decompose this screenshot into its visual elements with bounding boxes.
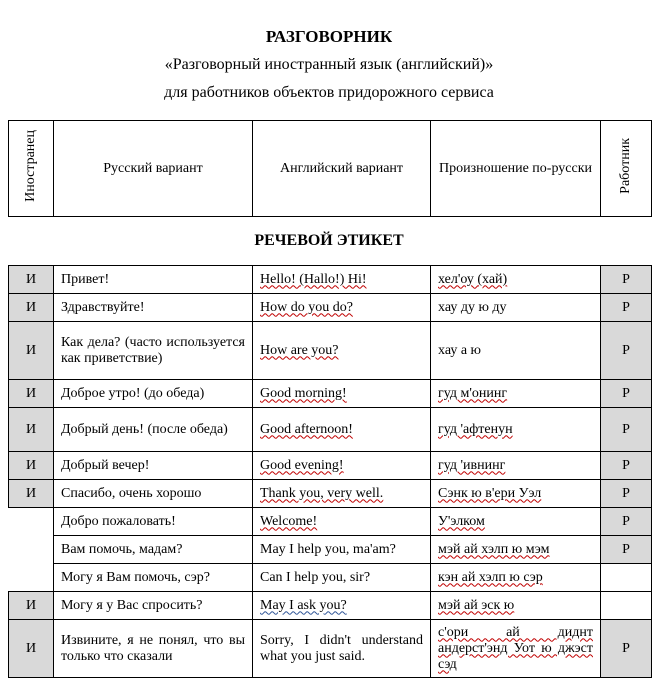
header-worker: Работник xyxy=(601,121,652,217)
table-row xyxy=(9,620,652,678)
pronunciation: хау а ю xyxy=(431,322,601,380)
worker-mark: Р xyxy=(601,408,652,452)
foreigner-mark xyxy=(9,536,54,564)
worker-mark: Р xyxy=(601,266,652,294)
english-phrase: Thank you, very well. xyxy=(253,480,431,508)
russian-phrase: Спасибо, очень хорошо xyxy=(54,480,253,508)
document-subtitle-1: «Разговорный иностранный язык (английский)» xyxy=(164,56,494,73)
foreigner-mark xyxy=(9,564,54,592)
table-row xyxy=(9,564,652,592)
english-phrase: Good evening! xyxy=(253,452,431,480)
header-row xyxy=(9,121,652,217)
header-russian: Русский вариант xyxy=(54,121,253,217)
worker-mark xyxy=(601,592,652,620)
english-phrase: Good morning! xyxy=(253,380,431,408)
foreigner-mark: И xyxy=(9,322,54,380)
document-subtitle-2: для работников объектов придорожного сервиса xyxy=(164,84,494,101)
worker-mark: Р xyxy=(601,294,652,322)
pronunciation: хел'оу (хай) xyxy=(431,266,601,294)
worker-mark: Р xyxy=(601,620,652,678)
english-phrase: May I help you, ma'am? xyxy=(253,536,431,564)
pronunciation: У'элком xyxy=(431,508,601,536)
worker-mark: Р xyxy=(601,322,652,380)
foreigner-mark: И xyxy=(9,620,54,678)
english-phrase: Hello! (Hallo!) Hi! xyxy=(253,266,431,294)
pronunciation: хау ду ю ду xyxy=(431,294,601,322)
pronunciation: гуд 'афтенун xyxy=(431,408,601,452)
russian-phrase: Вам помочь, мадам? xyxy=(54,536,253,564)
english-phrase: Good afternoon! xyxy=(253,408,431,452)
russian-phrase: Могу я Вам помочь, сэр? xyxy=(54,564,253,592)
table-row xyxy=(9,592,652,620)
english-phrase: May I ask you? xyxy=(253,592,431,620)
russian-phrase: Добро пожаловать! xyxy=(54,508,253,536)
russian-phrase: Доброе утро! (до обеда) xyxy=(54,380,253,408)
foreigner-mark: И xyxy=(9,294,54,322)
pronunciation: с'ори ай диднт андерст'энд Уот ю джэст сэд xyxy=(431,620,601,678)
english-phrase: How do you do? xyxy=(253,294,431,322)
english-phrase: How are you? xyxy=(253,322,431,380)
document-title: РАЗГОВОРНИК xyxy=(265,27,393,46)
pronunciation: Сэнк ю в'ери Уэл xyxy=(431,480,601,508)
worker-mark: Р xyxy=(601,452,652,480)
russian-phrase: Могу я у Вас спросить? xyxy=(54,592,253,620)
english-phrase: Welcome! xyxy=(253,508,431,536)
section-title: РЕЧЕВОЙ ЭТИКЕТ xyxy=(254,232,404,249)
table-row xyxy=(9,452,652,480)
worker-mark: Р xyxy=(601,480,652,508)
english-phrase: Can I help you, sir? xyxy=(253,564,431,592)
table-row xyxy=(9,266,652,294)
table-row xyxy=(9,294,652,322)
pronunciation: мэй ай эск ю xyxy=(431,592,601,620)
foreigner-mark: И xyxy=(9,592,54,620)
foreigner-mark: И xyxy=(9,408,54,452)
foreigner-mark: И xyxy=(9,480,54,508)
worker-mark: Р xyxy=(601,536,652,564)
worker-mark: Р xyxy=(601,508,652,536)
russian-phrase: Добрый вечер! xyxy=(54,452,253,480)
russian-phrase: Здравствуйте! xyxy=(54,294,253,322)
russian-phrase: Привет! xyxy=(54,266,253,294)
header-english: Английский вариант xyxy=(253,121,431,217)
table-row xyxy=(9,508,652,536)
pronunciation: мэй ай хэлп ю мэм xyxy=(431,536,601,564)
table-row xyxy=(9,408,652,452)
worker-mark: Р xyxy=(601,380,652,408)
russian-phrase: Как дела? (часто используется как приветствие) xyxy=(54,322,253,380)
russian-phrase: Извините, я не понял, что вы только что сказали xyxy=(54,620,253,678)
pronunciation: кэн ай хэлп ю сэр xyxy=(431,564,601,592)
table-row xyxy=(9,536,652,564)
foreigner-mark: И xyxy=(9,452,54,480)
table-row xyxy=(9,480,652,508)
russian-phrase: Добрый день! (после обеда) xyxy=(54,408,253,452)
english-phrase: Sorry, I didn't understand what you just said. xyxy=(253,620,431,678)
header-table xyxy=(8,120,652,217)
phrase-table xyxy=(8,265,652,678)
worker-mark xyxy=(601,564,652,592)
pronunciation: гуд м'онинг xyxy=(431,380,601,408)
table-row xyxy=(9,322,652,380)
foreigner-mark: И xyxy=(9,380,54,408)
header-pronunciation: Произношение по-русски xyxy=(431,121,601,217)
table-row xyxy=(9,380,652,408)
foreigner-mark: И xyxy=(9,266,54,294)
header-foreigner: Иностранец xyxy=(9,121,54,217)
foreigner-mark xyxy=(9,508,54,536)
pronunciation: гуд 'ивнинг xyxy=(431,452,601,480)
